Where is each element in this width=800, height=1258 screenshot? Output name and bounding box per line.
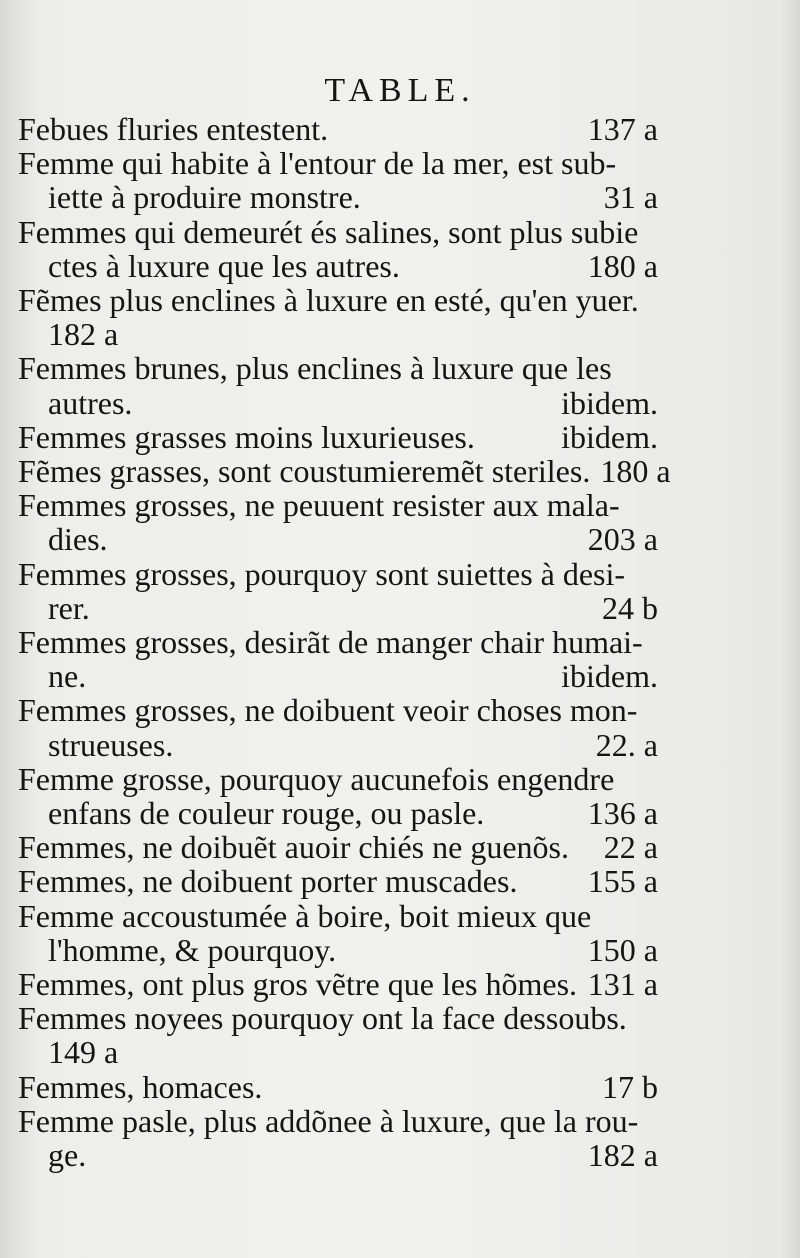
- entry-text: strueuses.: [48, 726, 174, 763]
- entry-line: [18, 967, 658, 1001]
- entry-line: [18, 146, 658, 180]
- entry-line: [18, 557, 658, 591]
- entry-text: Femme qui habite à l'entour de la mer, est sub-: [18, 145, 617, 182]
- index-entry: [18, 1104, 658, 1172]
- index-entry: [18, 215, 658, 283]
- entry-text: Femme pasle, plus addõnee à luxure, que la rou-: [18, 1102, 639, 1139]
- index-entry: [18, 1001, 658, 1069]
- entry-line: [18, 864, 658, 898]
- entry-page-ref: 180 a: [600, 453, 671, 490]
- entry-text: Femmes grosses, ne peuuent resister aux mala-: [18, 487, 620, 524]
- entry-line: [18, 625, 658, 659]
- entry-line: [18, 215, 658, 249]
- entry-line: [18, 317, 658, 351]
- index-entry: [18, 488, 658, 556]
- entry-line: [18, 830, 658, 864]
- index-entries: [18, 111, 671, 1174]
- entry-line: [18, 693, 658, 727]
- entry-text: 149 a: [48, 1034, 119, 1071]
- entry-line: [18, 112, 658, 146]
- entry-text: rer.: [48, 589, 90, 626]
- entry-page-ref: 22. a: [595, 726, 658, 763]
- entry-line: [18, 351, 658, 385]
- index-entry: [18, 830, 658, 864]
- entry-text: Femmes, ne doibuẽt auoir chiés ne guenõs.: [18, 829, 569, 866]
- index-entry: [18, 557, 658, 625]
- entry-line: [18, 453, 671, 490]
- entry-line: [18, 420, 658, 454]
- entry-text: Femmes, ne doibuent porter muscades.: [18, 863, 518, 900]
- entry-line: [18, 591, 658, 625]
- entry-text: Femmes grosses, pourquoy sont suiettes à desi-: [18, 555, 626, 592]
- entry-text: iette à produire monstre.: [48, 179, 361, 216]
- entry-text: Femmes, homaces.: [18, 1068, 263, 1105]
- entry-text: Femme accoustumée à boire, boit mieux que: [18, 897, 592, 934]
- entry-line: [18, 1035, 658, 1069]
- entry-page-ref: 182 a: [587, 1137, 658, 1174]
- entry-page-ref: 150 a: [587, 931, 658, 968]
- entry-line: [18, 488, 658, 522]
- entry-text: ge.: [48, 1137, 87, 1174]
- entry-line: [18, 796, 658, 830]
- index-entry: [18, 283, 658, 351]
- entry-line: [18, 386, 658, 420]
- entry-text: Fẽmes plus enclines à luxure en esté, qu'en yuer.: [18, 282, 639, 319]
- entry-page-ref: 17 b: [602, 1068, 658, 1105]
- entry-line: [18, 1070, 658, 1104]
- index-entry: [18, 625, 658, 693]
- entry-text: Femmes noyees pourquoy ont la face dessoubs.: [18, 1000, 627, 1037]
- index-entry: [18, 693, 658, 761]
- entry-text: Fẽmes grasses, sont coustumieremẽt steriles.: [18, 453, 591, 490]
- entry-page-ref: 137 a: [587, 111, 658, 147]
- entry-page-ref: ibidem.: [561, 418, 658, 455]
- entry-page-ref: 24 b: [602, 589, 658, 626]
- entry-page-ref: 203 a: [587, 521, 658, 558]
- index-entry: [18, 762, 658, 830]
- entry-text: Femmes qui demeurét és salines, sont plus subie: [18, 213, 639, 250]
- index-entry: [18, 899, 658, 967]
- entry-page-ref: ibidem.: [561, 658, 658, 695]
- entry-line: [18, 522, 658, 556]
- entry-line: [18, 1001, 658, 1035]
- index-entry: [18, 1070, 658, 1104]
- entry-page-ref: 155 a: [587, 863, 658, 900]
- entry-text: Femmes brunes, plus enclines à luxure que les: [18, 350, 612, 387]
- entry-text: l'homme, & pourquoy.: [48, 931, 337, 968]
- entry-line: [18, 933, 658, 967]
- entry-line: [18, 283, 658, 317]
- index-entry: [18, 864, 658, 898]
- entry-line: [18, 1138, 658, 1172]
- entry-text: Febues fluries entestent.: [18, 111, 329, 147]
- entry-text: Femmes grosses, desirãt de manger chair humai-: [18, 624, 643, 661]
- index-entry: [18, 112, 658, 146]
- entry-page-ref: 180 a: [587, 247, 658, 284]
- entry-text: autres.: [48, 384, 133, 421]
- index-entry: [18, 351, 658, 419]
- entry-line: [18, 762, 658, 796]
- entry-text: Femme grosse, pourquoy aucunefois engendre: [18, 760, 615, 797]
- entry-line: [18, 1104, 658, 1138]
- entry-text: 182 a: [48, 316, 119, 353]
- page-title: TABLE.: [324, 72, 476, 109]
- index-entry: [18, 453, 671, 490]
- index-entry: [18, 146, 658, 214]
- entry-page-ref: 31 a: [603, 179, 658, 216]
- entry-page-ref: ibidem.: [561, 384, 658, 421]
- entry-line: [18, 659, 658, 693]
- entry-line: [18, 899, 658, 933]
- entry-text: ne.: [48, 658, 87, 695]
- entry-text: Femmes grosses, ne doibuent veoir choses mon-: [18, 692, 638, 729]
- entry-line: [18, 728, 658, 762]
- entry-page-ref: 131 a: [587, 966, 658, 1003]
- entry-text: Femmes, ont plus gros vẽtre que les hõmes.: [18, 966, 578, 1003]
- index-entry: [18, 967, 658, 1001]
- entry-text: enfans de couleur rouge, ou pasle.: [48, 795, 485, 832]
- index-entry: [18, 420, 658, 454]
- entry-text: dies.: [48, 521, 108, 558]
- entry-line: [18, 180, 658, 214]
- entry-page-ref: 136 a: [587, 795, 658, 832]
- entry-text: Femmes grasses moins luxurieuses.: [18, 418, 475, 455]
- entry-line: [18, 249, 658, 283]
- entry-page-ref: 22 a: [603, 829, 658, 866]
- entry-text: ctes à luxure que les autres.: [48, 247, 400, 284]
